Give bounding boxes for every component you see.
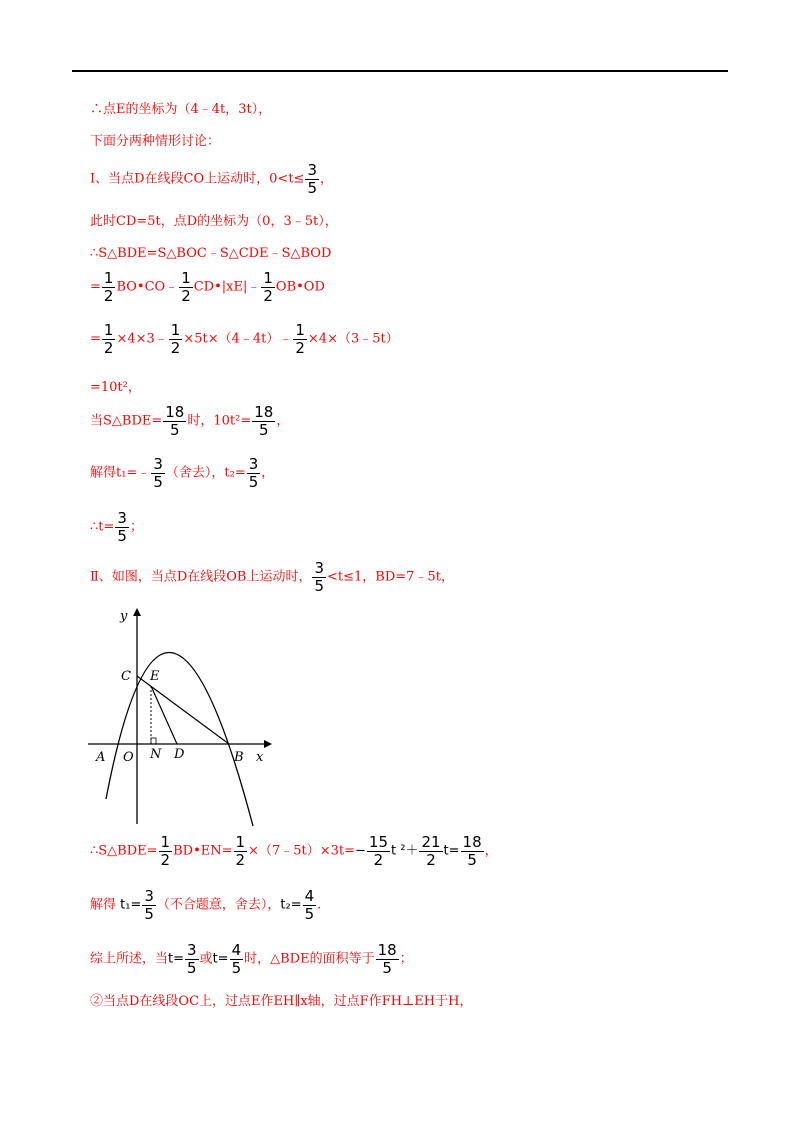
fraction-numerator: 1 — [235, 833, 246, 851]
fraction-numerator: 4 — [304, 887, 315, 905]
punctuation: ， — [484, 843, 498, 859]
fraction-denominator: 5 — [153, 472, 163, 491]
fraction-numerator: 18 — [462, 833, 482, 851]
fraction — [376, 942, 399, 976]
equals: = — [90, 279, 101, 295]
fraction-denominator: 2 — [263, 286, 273, 305]
half-fraction — [159, 834, 173, 868]
fraction — [163, 404, 186, 438]
fraction — [252, 404, 275, 438]
half-fraction — [102, 270, 116, 304]
label-y: y — [120, 609, 128, 624]
half-fraction — [261, 270, 275, 304]
punctuation: ； — [399, 951, 413, 967]
fraction-denominator: 2 — [235, 850, 246, 869]
fraction-denominator: 2 — [103, 286, 114, 305]
equals: = — [90, 331, 101, 347]
fraction-numerator: 18 — [254, 403, 274, 421]
fraction — [419, 834, 442, 868]
fraction-denominator: 2 — [170, 338, 181, 357]
fraction-numerator: 1 — [295, 321, 305, 339]
text-line-10 — [90, 456, 274, 490]
y-axis-arrow — [133, 608, 141, 616]
fraction-numerator: 1 — [181, 269, 191, 287]
fraction-denominator: 5 — [461, 851, 484, 869]
fraction-denominator: 2 — [160, 850, 171, 869]
text-line-8: =10t²， — [90, 380, 141, 395]
label-B: B — [234, 750, 244, 765]
text-line-13 — [90, 834, 498, 868]
fraction — [312, 560, 326, 594]
term: t ²＋ — [391, 843, 419, 859]
label-D: D — [174, 747, 185, 762]
fraction — [185, 942, 199, 976]
term: ∴S△BDE= — [90, 843, 158, 859]
fraction-denominator: 5 — [144, 904, 154, 923]
fraction-denominator: 5 — [307, 178, 317, 197]
fraction-numerator: 1 — [103, 321, 114, 339]
term: 综上所述，当 — [90, 951, 169, 967]
fraction-denominator: 5 — [248, 472, 259, 491]
term: t= — [212, 951, 229, 967]
text-line-16: ②当点D在线段OC上，过点E作EH∥x轴，过点F作FH⊥EH于H， — [90, 994, 473, 1009]
fraction — [367, 834, 390, 868]
fraction-denominator: 2 — [103, 338, 114, 357]
fraction-denominator: 2 — [367, 851, 390, 869]
fraction-numerator: 3 — [314, 559, 325, 577]
fraction-denominator: 5 — [314, 576, 325, 595]
term: ×（7﹣5t）×3t= — [248, 843, 355, 859]
text-line-4: 此时CD=5t，点D的坐标为（0，3﹣5t）， — [90, 214, 338, 229]
term: 或 — [199, 951, 213, 967]
term: ×5t×（4﹣4t）﹣ — [183, 331, 293, 347]
fraction-numerator: 1 — [170, 321, 181, 339]
label-O: O — [123, 750, 134, 765]
term: ×4×（3﹣5t） — [307, 331, 399, 347]
fraction — [115, 510, 129, 544]
punctuation: ， — [320, 171, 334, 187]
term: 当S△BDE= — [90, 413, 163, 429]
term: 解得 — [90, 897, 117, 913]
half-fraction — [169, 322, 183, 356]
term: ∴t= — [90, 519, 115, 535]
text-line-15 — [90, 942, 413, 976]
fraction — [305, 162, 319, 196]
term: <t≤1，BD=7﹣5t， — [327, 569, 454, 585]
punctuation: ， — [276, 413, 290, 429]
term: t= — [168, 951, 185, 967]
term: （舍去），t₂= — [165, 465, 246, 481]
fraction-denominator: 5 — [187, 958, 197, 977]
term: ×4×3﹣ — [116, 331, 168, 347]
fraction-denominator: 5 — [117, 526, 127, 545]
fraction — [230, 942, 244, 976]
label-N: N — [150, 747, 162, 762]
term: BD•EN= — [173, 843, 233, 859]
text-line-12 — [90, 560, 454, 594]
label-A: A — [96, 750, 106, 765]
fraction-numerator: 15 — [368, 833, 388, 851]
fraction-numerator: 1 — [160, 833, 171, 851]
x-axis-arrow — [264, 740, 272, 748]
fraction-numerator: 3 — [153, 455, 163, 473]
text-line-14 — [90, 888, 321, 922]
half-fraction — [234, 834, 248, 868]
fraction-denominator: 2 — [181, 286, 191, 305]
fraction-denominator: 5 — [304, 904, 315, 923]
fraction-numerator: 3 — [117, 509, 127, 527]
text-line-11 — [90, 510, 143, 544]
fraction-denominator: 5 — [231, 958, 242, 977]
text-line-3 — [90, 162, 333, 196]
label-x: x — [256, 750, 264, 765]
term: 时，△BDE的面积等于 — [244, 951, 375, 967]
fraction — [461, 834, 484, 868]
punctuation: ， — [261, 465, 275, 481]
term: 时，10t²= — [187, 413, 252, 429]
text-line-7 — [90, 322, 399, 356]
term: t= — [443, 843, 460, 859]
text-line-9 — [90, 404, 289, 438]
half-fraction — [179, 270, 193, 304]
punctuation: ； — [129, 519, 143, 535]
fraction-denominator: 5 — [163, 421, 186, 439]
segment-ED — [151, 686, 177, 744]
fraction-denominator: 5 — [376, 959, 399, 977]
term: t₁= — [120, 897, 142, 913]
fraction-denominator: 2 — [295, 338, 305, 357]
text-line-6 — [90, 270, 325, 304]
fraction-numerator: 1 — [263, 269, 273, 287]
label-E: E — [150, 669, 160, 684]
minus-sign: − — [355, 843, 366, 859]
fraction-numerator: 3 — [187, 941, 197, 959]
header-rule — [72, 70, 728, 72]
fraction-numerator: 4 — [231, 941, 242, 959]
fraction-denominator: 5 — [252, 421, 275, 439]
punctuation: . — [317, 897, 322, 913]
fraction — [247, 456, 261, 490]
fraction — [303, 888, 317, 922]
fraction — [142, 888, 156, 922]
case2-heading: Ⅱ、如图，当点D在线段OB上运动时， — [90, 569, 312, 585]
text-line-5: ∴S△BDE=S△BOC﹣S△CDE﹣S△BOD — [90, 246, 332, 261]
fraction-numerator: 21 — [421, 833, 441, 851]
fraction-numerator: 18 — [377, 941, 397, 959]
fraction — [151, 456, 165, 490]
fraction-numerator: 3 — [248, 455, 259, 473]
fraction-denominator: 2 — [419, 851, 442, 869]
term: BO•CO﹣ — [116, 279, 179, 295]
label-C: C — [121, 669, 131, 684]
fraction-numerator: 3 — [144, 887, 154, 905]
case1-heading: Ⅰ、当点D在线段CO上运动时，0<t≤ — [90, 171, 305, 187]
fraction-numerator: 18 — [165, 403, 185, 421]
text-line-1: ∴点E的坐标为（4﹣4t，3t）， — [90, 102, 272, 117]
term: 解得t₁=﹣ — [90, 465, 151, 481]
fraction-numerator: 1 — [103, 269, 114, 287]
term: t₂= — [280, 897, 302, 913]
fraction-numerator: 3 — [307, 161, 317, 179]
right-angle-mark — [151, 738, 156, 744]
half-fraction — [102, 322, 116, 356]
term: （不合题意，舍去）， — [156, 897, 281, 913]
half-fraction — [293, 322, 307, 356]
text-line-2: 下面分两种情形讨论： — [90, 134, 221, 149]
parabola-figure — [88, 604, 278, 829]
term: CD•|xE|﹣ — [193, 279, 261, 295]
term: OB•OD — [275, 279, 325, 295]
